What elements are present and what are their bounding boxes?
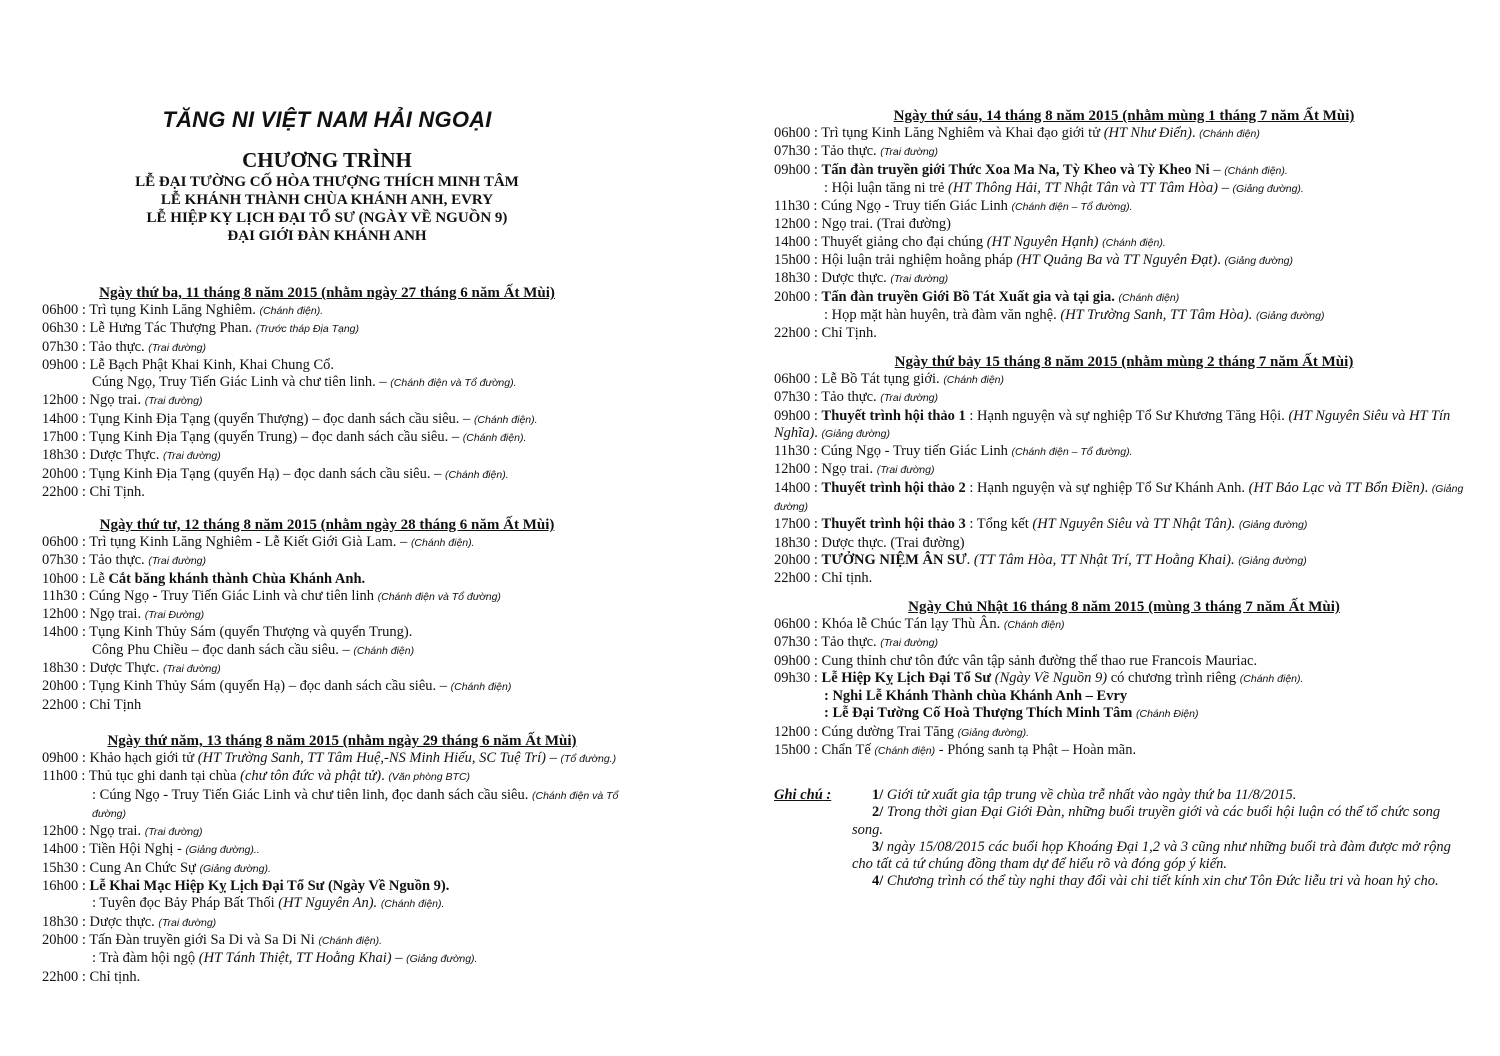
entry-text: Tụng Kinh Địa Tạng (quyển Trung) – đọc danh sách cầu siêu. –	[89, 429, 463, 446]
entry-text: Dược thực. (Trai đường)	[821, 534, 965, 551]
day-schedule-wednesday	[42, 516, 612, 714]
entry-text: Lễ Hiệp Kỵ Lịch Đại Tổ Sư	[821, 669, 992, 686]
notes-section	[774, 787, 1474, 891]
entry-text: Ngọ trai.	[89, 606, 145, 623]
schedule-entry: 12h00 : Cúng dường Trai Tăng (Giảng đường).	[774, 723, 1030, 740]
schedule-entry	[42, 950, 642, 968]
note-number: 4/	[872, 873, 884, 890]
entry-time: 20h00	[42, 931, 79, 948]
day-schedule-saturday	[774, 353, 1474, 588]
schedule-entry: 11h00 : Thủ tục ghi danh tại chùa (chư tôn đức và phật tử). (Văn phòng BTC)	[42, 768, 471, 785]
entry-location: (Giảng đường)	[1224, 255, 1293, 268]
entry-location: (Trai đường)	[148, 341, 207, 354]
entry-location: (Trai đường)	[880, 392, 939, 405]
schedule-entry: 06h00 : Trì tụng Kinh Lăng Nghiêm. (Chánh điện).	[42, 302, 324, 318]
day-header: Ngày thứ năm, 13 tháng 8 năm 2015 (nhằm ngày 29 tháng 6 năm Ất Mùi)	[107, 733, 577, 749]
entry-text: –	[391, 950, 407, 967]
entry-time: 14h00	[42, 841, 79, 858]
entry-text: Cúng Ngọ - Truy tiến Giác Linh	[821, 198, 1012, 215]
notes-label: Ghi chú :	[774, 787, 832, 803]
schedule-entry: 14h00 : Tiền Hội Nghị - (Giảng đường)..	[42, 841, 260, 858]
entry-location: (Chánh điện và Tổ đường).	[390, 377, 517, 390]
entry-location: (Trai đường)	[158, 916, 217, 929]
entry-time: 18h30	[42, 447, 79, 464]
entry-location: (Giảng đường).	[406, 953, 478, 966]
schedule-entry: 07h30 : Tảo thực. (Trai đường)	[774, 389, 939, 406]
entry-text: Cung thỉnh chư tôn đức vân tập sảnh đường thể thao rue Francois Mauriac.	[821, 652, 1258, 669]
entry-text: : Họp mặt hàn huyên, trà đàm văn nghệ.	[824, 306, 1061, 323]
entry-text: Thủ tục ghi danh tại chùa	[88, 768, 241, 785]
entry-location: (Văn phòng BTC)	[388, 771, 471, 784]
entry-text: Dược Thực.	[89, 660, 163, 677]
schedule-entry: 18h30 : Dược Thực. (Trai đường)	[42, 447, 221, 464]
entry-text: : Tuyên đọc Bảy Pháp Bất Thối	[92, 895, 279, 912]
schedule-entry: 16h00 : Lễ Khai Mạc Hiệp Kỵ Lịch Đại Tổ Sư (Ngày Về Nguồn 9).	[42, 878, 450, 895]
entry-location: (Chánh điện – Tổ đường).	[1011, 446, 1133, 459]
entry-time: 14h00	[42, 410, 79, 427]
note-number: 3/	[872, 838, 884, 855]
entry-text: Tảo thực.	[821, 634, 881, 651]
entry-time: 20h00	[42, 678, 79, 695]
entry-text: .	[966, 551, 974, 568]
program-title: CHƯƠNG TRÌNH	[242, 148, 412, 172]
entry-location: (Chánh điện và Tổ đường)	[92, 789, 619, 820]
schedule-entry: 07h30 : Tảo thực. (Trai đường)	[774, 143, 939, 160]
entry-location: (Chánh điện).	[1102, 236, 1166, 249]
entry-text: Tảo thực.	[821, 143, 881, 160]
schedule-entry: 20h00 : Tụng Kinh Địa Tạng (quyển Hạ) – đọc danh sách cầu siêu. – (Chánh điện).	[42, 465, 509, 482]
entry-text: Trì tụng Kinh Lăng Nghiêm.	[89, 302, 260, 318]
entry-location: (Chánh điện).	[380, 898, 445, 911]
entry-time: 14h00	[42, 624, 79, 641]
entry-location: (Trai đường)	[148, 555, 207, 568]
note-number: 2/	[872, 804, 884, 821]
entry-text: –	[1209, 161, 1225, 178]
schedule-entry: 14h00 : Tụng Kinh Thủy Sám (quyển Thượng và quyển Trung).	[42, 624, 413, 641]
entry-time: 12h00	[774, 461, 811, 478]
schedule-entry: 22h00 : Chỉ tịnh.	[42, 968, 141, 985]
schedule-entry: 06h00 : Trì tụng Kinh Lăng Nghiêm và Khai đạo giới tử (HT Như Điển). (Chánh điện)	[774, 125, 1260, 141]
schedule-entry: 22h00 : Chỉ tịnh.	[774, 570, 873, 587]
note-item	[852, 839, 1474, 874]
entry-location: (Giảng đường)	[821, 427, 890, 440]
entry-time: 07h30	[42, 552, 79, 569]
entry-time: 18h30	[774, 534, 811, 551]
schedule-entry: 12h00 : Ngọ trai. (Trai đường)	[774, 216, 951, 233]
entry-text: Tụng Kinh Địa Tạng (quyển Hạ) – đọc danh sách cầu siêu. –	[89, 465, 445, 482]
entry-text: Tảo thực.	[821, 389, 881, 406]
entry-time: 09h00	[774, 161, 811, 178]
entry-text: .	[1424, 479, 1432, 496]
entry-text: : Hạnh nguyện và sự nghiệp Tổ Sư Khánh Anh.	[965, 479, 1249, 496]
entry-location: (Chánh điện).	[473, 413, 538, 426]
entry-time: 14h00	[774, 479, 811, 496]
schedule-entry: 17h00 : Tụng Kinh Địa Tạng (quyển Trung) – đọc danh sách cầu siêu. – (Chánh điện).	[42, 429, 527, 446]
entry-location: (Chánh Điện)	[1136, 708, 1199, 721]
entry-location: (Trai đường)	[890, 273, 949, 286]
entry-text: (HT Như Điển)	[1103, 125, 1192, 141]
entry-time: 12h00	[774, 723, 811, 740]
note-number: 1/	[872, 787, 884, 803]
schedule-entry: 09h00 : Lễ Bạch Phật Khai Kinh, Khai Chung Cổ.	[42, 356, 334, 373]
entry-text: Trì tụng Kinh Lăng Nghiêm và Khai đạo giới tử	[821, 125, 1104, 141]
entry-text: (HT Nguyên Siêu và HT Tín Nghĩa)	[774, 407, 1451, 441]
schedule-entry: 12h00 : Ngọ trai. (Trai Đường)	[42, 606, 205, 623]
entry-time: 06h00	[774, 125, 811, 141]
schedule-entry	[774, 688, 1474, 705]
schedule-entry: 22h00 : Chỉ Tịnh.	[774, 325, 877, 342]
schedule-entry: 12h00 : Ngọ trai. (Trai đường)	[42, 392, 203, 409]
entry-time: 06h30	[42, 320, 79, 337]
entry-text: Tiền Hội Nghị -	[89, 841, 186, 858]
entry-location: (Giảng đường).	[1232, 182, 1304, 195]
entry-text: Ngọ trai. (Trai đường)	[821, 216, 951, 233]
entry-time: 06h00	[42, 302, 79, 318]
schedule-entry: 20h00 : Tấn Đàn truyền giới Sa Di và Sa Di Ni (Chánh điện).	[42, 931, 383, 948]
entry-time: 20h00	[774, 288, 811, 305]
entry-text: Chỉ Tịnh	[89, 696, 142, 713]
entry-text: Cúng Ngọ - Truy tiến Giác Linh	[821, 443, 1012, 460]
entry-location: (Trai Đường)	[144, 609, 205, 622]
entry-location: (Giảng đường).	[199, 862, 271, 875]
schedule-entry: 20h00 : Tụng Kinh Thủy Sám (quyển Hạ) – đọc danh sách cầu siêu. – (Chánh điện)	[42, 678, 512, 695]
entry-time: 09h30	[774, 669, 811, 686]
schedule-entry: 12h00 : Ngọ trai. (Trai đường)	[42, 823, 203, 840]
entry-text: (chư tôn đức và phật tử)	[240, 768, 382, 785]
entry-text: Tảo thực.	[89, 552, 149, 569]
entry-time: 09h00	[42, 750, 79, 766]
entry-text: .	[381, 768, 389, 785]
entry-text: Khóa lễ Chúc Tán lạy Thù Ân.	[821, 616, 1004, 632]
entry-text: Chỉ tịnh.	[821, 570, 873, 587]
entry-text: Lễ	[89, 570, 109, 587]
schedule-entry: 09h00 : Khảo hạch giới tử (HT Trường Sanh, TT Tâm Huệ,-NS Minh Hiếu, SC Tuệ Trí) – (Tổ đường.)	[42, 750, 617, 766]
entry-time: 09h00	[774, 652, 811, 669]
entry-time: 10h00	[42, 570, 79, 587]
entry-time: 18h30	[42, 660, 79, 677]
day-schedule-sunday	[774, 598, 1474, 760]
entry-location: (Chánh điện)	[874, 745, 936, 758]
entry-text: : Hội luận tăng ni trẻ	[824, 179, 949, 196]
entry-time: 22h00	[774, 325, 811, 342]
entry-location: (Chánh điện – Tổ đường).	[1011, 201, 1133, 214]
schedule-entry: 06h30 : Lễ Hưng Tác Thượng Phan. (Trước tháp Địa Tạng)	[42, 320, 360, 337]
schedule-entry: 09h00 : Thuyết trình hội thảo 1 : Hạnh nguyện và sự nghiệp Tổ Sư Khương Tăng Hội. (HT Nguyên Siêu và HT Tín Nghĩa). (Giảng đường)	[774, 407, 1451, 441]
entry-time: 06h00	[42, 534, 79, 550]
entry-time: 06h00	[774, 616, 811, 632]
entry-time: 17h00	[774, 516, 811, 533]
entry-text: .	[1217, 252, 1225, 269]
schedule-entry: 07h30 : Tảo thực. (Trai đường)	[42, 552, 207, 569]
entry-location: (Chánh điện).	[318, 934, 383, 947]
entry-text: : Tổng kết	[965, 516, 1033, 533]
entry-location: (Chánh điện).	[410, 537, 475, 549]
schedule-entry	[774, 307, 1474, 325]
entry-text: Thuyết trình hội thảo 3	[821, 516, 966, 533]
entry-text: Lễ Bạch Phật Khai Kinh, Khai Chung Cổ.	[89, 356, 334, 373]
entry-location: (Chánh điện)	[1003, 619, 1065, 631]
entry-location: (Trai đường)	[144, 826, 203, 839]
schedule-entry: 06h00 : Khóa lễ Chúc Tán lạy Thù Ân. (Chánh điện)	[774, 616, 1065, 632]
entry-location: (Giảng đường).	[957, 726, 1030, 739]
entry-location: (Trai đường)	[162, 663, 221, 676]
entry-time: 09h00	[774, 407, 811, 424]
day-schedule-friday	[774, 107, 1474, 343]
day-header: Ngày thứ sáu, 14 tháng 8 năm 2015 (nhằm mùng 1 tháng 7 năm Ất Mùi)	[893, 108, 1355, 124]
entry-text: Chẩn Tế	[821, 742, 875, 759]
entry-time: 15h00	[774, 252, 811, 269]
entry-time: 18h30	[42, 913, 79, 930]
schedule-entry	[42, 642, 612, 660]
entry-time: 12h00	[42, 606, 79, 623]
entry-text: .	[1191, 125, 1200, 141]
entry-text: (Ngày Về Nguồn 9)	[994, 669, 1108, 686]
schedule-entry: 15h30 : Cung An Chức Sự (Giảng đường).	[42, 859, 271, 876]
entry-text: Cúng Ngọ - Truy Tiến Giác Linh và chư tiên linh	[89, 587, 378, 604]
schedule-entry: 14h00 : Thuyết trình hội thảo 2 : Hạnh nguyện và sự nghiệp Tổ Sư Khánh Anh. (HT Bảo Lạc và TT Bổn Điền). (Giảng đường)	[774, 479, 1464, 514]
entry-text: Cúng Ngọ, Truy Tiến Giác Linh và chư tiên linh. –	[92, 374, 391, 391]
entry-text: : Cúng Ngọ - Truy Tiến Giác Linh và chư tiên linh, đọc danh sách cầu siêu.	[92, 786, 532, 803]
entry-text: –	[545, 750, 561, 766]
entry-text: Cúng dường Trai Tăng	[821, 723, 958, 740]
entry-time: 17h00	[42, 429, 79, 446]
entry-location: (Chánh điện)	[943, 374, 1005, 386]
event-title-line: LỄ HIỆP KỴ LỊCH ĐẠI TỔ SƯ (NGÀY VỀ NGUỒN 9)	[146, 210, 508, 226]
entry-text: Thuyết trình hội thảo 2	[821, 479, 966, 496]
entry-text: Lễ Hưng Tác Thượng Phan.	[89, 320, 256, 337]
entry-location: (Giảng đường)	[1238, 519, 1308, 532]
schedule-entry	[42, 895, 642, 913]
entry-time: 16h00	[42, 878, 79, 895]
note-item	[852, 873, 1474, 890]
entry-time: 14h00	[774, 233, 811, 250]
event-title-line: LỄ KHÁNH THÀNH CHÙA KHÁNH ANH, EVRY	[160, 192, 494, 208]
entry-location: (Trai đường)	[880, 637, 939, 650]
entry-location: (Giảng đường)	[774, 482, 1464, 514]
schedule-entry: 09h00 : Cung thỉnh chư tôn đức vân tập sảnh đường thể thao rue Francois Mauriac.	[774, 652, 1258, 669]
event-titles	[42, 173, 612, 245]
entry-text: Trì tụng Kinh Lăng Nghiêm - Lễ Kiết Giới Già Lam. –	[89, 534, 411, 550]
entry-location: (Chánh điện và Tổ đường)	[377, 590, 501, 603]
entry-text: (HT Nguyên An).	[278, 895, 378, 912]
entry-text: Cắt băng khánh thành Chùa Khánh Anh.	[108, 570, 366, 587]
entry-text: (HT Bảo Lạc và TT Bổn Điền)	[1248, 479, 1425, 496]
entry-text: Hội luận trải nghiệm hoằng pháp	[821, 252, 1017, 269]
schedule-entry: 11h30 : Cúng Ngọ - Truy tiến Giác Linh (Chánh điện – Tổ đường).	[774, 443, 1133, 460]
schedule-entry	[774, 705, 1474, 723]
entry-time: 11h30	[774, 198, 810, 215]
entry-location: (Chánh điện)	[450, 681, 512, 694]
entry-location: (Chánh điện).	[444, 468, 509, 481]
entry-text: (HT Thông Hải, TT Nhật Tân và TT Tâm Hòa)	[948, 179, 1218, 196]
entry-text: : Hạnh nguyện và sự nghiệp Tổ Sư Khương Tăng Hội.	[965, 407, 1289, 424]
schedule-entry: 20h00 : Tấn đàn truyền Giới Bồ Tát Xuất gia và tại gia. (Chánh điện)	[774, 288, 1180, 305]
entry-text: Tụng Kinh Địa Tạng (quyển Thượng) – đọc danh sách cầu siêu. –	[89, 410, 474, 427]
event-title-line: ĐẠI GIỚI ĐÀN KHÁNH ANH	[227, 228, 427, 244]
day-schedule-thursday	[42, 732, 642, 986]
entry-text: Ngọ trai.	[89, 823, 145, 840]
entry-text: : Lễ Đại Tường Cố Hoà Thượng Thích Minh Tâm	[824, 705, 1133, 722]
note-text: Trong thời gian Đại Giới Đàn, những buổi truyền giới và các buổi hội luận có thể tổ chức song song.	[852, 804, 1441, 838]
schedule-entry: 10h00 : Lễ Cắt băng khánh thành Chùa Khánh Anh.	[42, 570, 366, 587]
entry-text: (HT Nguyên Siêu và TT Nhật Tân).	[1032, 516, 1236, 533]
entry-text: (HT Trường Sanh, TT Tâm Huệ,-NS Minh Hiếu, SC Tuệ Trí)	[197, 750, 546, 766]
day-header: Ngày Chủ Nhật 16 tháng 8 năm 2015 (mùng 3 tháng 7 năm Ất Mùi)	[908, 599, 1340, 615]
schedule-entry: 12h00 : Ngọ trai. (Trai đường)	[774, 461, 935, 478]
entry-text: Khảo hạch giới tử	[89, 750, 198, 766]
entry-text: Tấn đàn truyền Giới Bồ Tát Xuất gia và tại gia.	[821, 288, 1115, 305]
entry-time: 11h00	[42, 768, 78, 785]
entry-text: Chỉ Tịnh.	[89, 483, 145, 500]
entry-text: .	[814, 424, 822, 441]
entry-text: (HT Tánh Thiệt, TT Hoằng Khai)	[198, 950, 392, 967]
entry-text: Cung An Chức Sự	[89, 859, 200, 876]
org-title: TĂNG NI VIỆT NAM HẢI NGOẠI	[162, 107, 492, 132]
schedule-entry: 11h30 : Cúng Ngọ - Truy Tiến Giác Linh và chư tiên linh (Chánh điện và Tổ đường)	[42, 587, 501, 604]
entry-text: Lễ Bồ Tát tụng giới.	[821, 371, 944, 387]
day-header: Ngày thứ tư, 12 tháng 8 năm 2015 (nhằm ngày 28 tháng 6 năm Ất Mùi)	[99, 517, 555, 533]
note-text: Chương trình có thể tùy nghi thay đổi vài chi tiết kính xin chư Tôn Đức liễu tri và hoan hỷ cho.	[886, 873, 1439, 890]
schedule-entry: 17h00 : Thuyết trình hội thảo 3 : Tổng kết (HT Nguyên Siêu và TT Nhật Tân). (Giảng đường)	[774, 516, 1308, 533]
entry-location: (Tổ đường.)	[560, 753, 617, 765]
entry-time: 09h00	[42, 356, 79, 373]
note-text: ngày 15/08/2015 các buổi họp Khoáng Đại 1,2 và 3 cũng như những buổi trà đàm được mở rộng cho tất cả tứ chúng đồng tham dự để hiểu rõ và đóng góp ý kiến.	[852, 838, 1451, 873]
entry-location: (Trước tháp Địa Tạng)	[255, 323, 360, 336]
schedule-entry: 09h30 : Lễ Hiệp Kỵ Lịch Đại Tổ Sư (Ngày Về Nguồn 9) có chương trình riêng (Chánh điện).	[774, 669, 1304, 686]
entry-time: 12h00	[42, 823, 79, 840]
entry-text: Lễ Khai Mạc Hiệp Kỵ Lịch Đại Tổ Sư (Ngày Về Nguồn 9).	[89, 878, 450, 895]
entry-text: Dược Thực.	[89, 447, 163, 464]
entry-text: Chỉ Tịnh.	[821, 325, 877, 342]
entry-text: (HT Nguyên Hạnh)	[986, 233, 1099, 250]
entry-location: (Chánh điện)	[353, 644, 415, 657]
entry-time: 15h00	[774, 742, 811, 759]
entry-text: Tảo thực.	[89, 338, 149, 355]
entry-text: Thuyết giảng cho đại chúng	[821, 233, 987, 250]
schedule-entry: 07h30 : Tảo thực. (Trai đường)	[774, 634, 939, 651]
schedule-entry: 14h00 : Thuyết giảng cho đại chúng (HT Nguyên Hạnh) (Chánh điện).	[774, 233, 1166, 250]
entry-text: Công Phu Chiều – đọc danh sách cầu siêu. –	[92, 641, 354, 658]
entry-time: 12h00	[42, 392, 79, 409]
entry-text: : Trà đàm hội ngộ	[92, 950, 199, 967]
note-item	[852, 787, 1474, 804]
schedule-entry: 18h30 : Dược thực. (Trai đường)	[774, 270, 949, 287]
schedule-entry	[42, 787, 642, 824]
entry-time: 22h00	[42, 696, 79, 713]
entry-location: (Chánh điện).	[462, 432, 527, 445]
schedule-entry: 06h00 : Trì tụng Kinh Lăng Nghiêm - Lễ Kiết Giới Già Lam. – (Chánh điện).	[42, 534, 475, 550]
day-schedule-tuesday	[42, 284, 612, 501]
entry-location: (Chánh điện).	[1224, 164, 1288, 177]
schedule-entry: 22h00 : Chỉ Tịnh.	[42, 483, 145, 500]
entry-time: 15h30	[42, 859, 79, 876]
entry-text: Thuyết trình hội thảo 1	[821, 407, 966, 424]
entry-text: Ngọ trai.	[89, 392, 145, 409]
schedule-entry: 09h00 : Tấn đàn truyền giới Thức Xoa Ma Na, Tỳ Kheo và Tỳ Kheo Ni – (Chánh điện).	[774, 161, 1288, 178]
entry-time: 20h00	[42, 465, 79, 482]
entry-text: Ngọ trai.	[821, 461, 877, 478]
entry-time: 07h30	[774, 634, 811, 651]
entry-text: Tụng Kinh Thủy Sám (quyển Thượng và quyển Trung).	[89, 624, 413, 641]
schedule-entry: 20h00 : TƯỞNG NIỆM ÂN SƯ. (TT Tâm Hòa, TT Nhật Trí, TT Hoằng Khai). (Giảng đường)	[774, 551, 1307, 568]
entry-location: (Giảng đường)	[1255, 309, 1325, 322]
entry-text: TƯỞNG NIỆM ÂN SƯ	[821, 551, 967, 568]
event-title-line: LỄ ĐẠI TƯỜNG CỐ HÒA THƯỢNG THÍCH MINH TÂM	[135, 174, 519, 190]
entry-text: Tấn Đàn truyền giới Sa Di và Sa Di Ni	[89, 931, 319, 948]
entry-location: (Giảng đường)..	[185, 844, 260, 857]
schedule-entry: 15h00 : Chẩn Tế (Chánh điện) - Phóng sanh tạ Phật – Hoàn mãn.	[774, 742, 1137, 759]
entry-text: Chỉ tịnh.	[89, 968, 141, 985]
entry-time: 12h00	[774, 216, 811, 233]
entry-text: - Phóng sanh tạ Phật – Hoàn mãn.	[935, 742, 1137, 759]
day-header: Ngày thứ bảy 15 tháng 8 năm 2015 (nhằm mùng 2 tháng 7 năm Ất Mùi)	[894, 354, 1354, 370]
entry-location: (Giảng đường)	[1238, 554, 1307, 567]
note-text: Giới tử xuất gia tập trung về chùa trễ nhất vào ngày thứ ba 11/8/2015.	[886, 787, 1297, 803]
schedule-entry: 18h30 : Dược Thực. (Trai đường)	[42, 660, 221, 677]
entry-location: (Trai đường)	[876, 464, 935, 477]
entry-location: (Chánh điện)	[1118, 291, 1180, 304]
entry-location: (Trai đường)	[162, 450, 221, 463]
entry-time: 07h30	[774, 143, 811, 160]
schedule-entry: 14h00 : Tụng Kinh Địa Tạng (quyển Thượng) – đọc danh sách cầu siêu. – (Chánh điện).	[42, 410, 538, 427]
entry-location: (Trai đường)	[880, 146, 939, 159]
entry-text: (HT Trường Sanh, TT Tâm Hòa).	[1060, 306, 1253, 323]
entry-time: 22h00	[42, 968, 79, 985]
schedule-entry: 22h00 : Chỉ Tịnh	[42, 696, 142, 713]
note-item	[852, 804, 1474, 839]
entry-text: –	[1217, 179, 1233, 196]
entry-time: 11h30	[42, 587, 78, 604]
entry-text: : Nghi Lễ Khánh Thành chùa Khánh Anh – Evry	[824, 688, 1128, 705]
entry-text: Dược thực.	[821, 270, 891, 287]
entry-time: 06h00	[774, 371, 811, 387]
entry-text: Dược thực.	[89, 913, 159, 930]
entry-location: (Trai đường)	[144, 395, 203, 408]
entry-time: 20h00	[774, 551, 811, 568]
entry-time: 22h00	[42, 483, 79, 500]
entry-time: 22h00	[774, 570, 811, 587]
entry-text: (HT Quảng Ba và TT Nguyên Đạt)	[1016, 252, 1218, 269]
entry-time: 07h30	[774, 389, 811, 406]
entry-text: có chương trình riêng	[1107, 669, 1240, 686]
entry-location: (Chánh điện)	[1199, 128, 1260, 140]
entry-time: 18h30	[774, 270, 811, 287]
entry-time: 11h30	[774, 443, 810, 460]
entry-location: (Chánh điện).	[1239, 672, 1304, 685]
entry-text: (TT Tâm Hòa, TT Nhật Trí, TT Hoằng Khai).	[973, 551, 1235, 568]
entry-text: Tụng Kinh Thủy Sám (quyển Hạ) – đọc danh sách cầu siêu. –	[89, 678, 451, 695]
schedule-entry: 15h00 : Hội luận trải nghiệm hoằng pháp (HT Quảng Ba và TT Nguyên Đạt). (Giảng đường)	[774, 252, 1293, 269]
entry-time: 07h30	[42, 338, 79, 355]
entry-location: (Chánh điện).	[259, 305, 324, 317]
schedule-entry	[774, 180, 1474, 198]
schedule-entry	[42, 374, 612, 392]
schedule-entry: 11h30 : Cúng Ngọ - Truy tiến Giác Linh (Chánh điện – Tổ đường).	[774, 198, 1133, 215]
schedule-entry: 18h30 : Dược thực. (Trai đường)	[774, 534, 965, 551]
schedule-entry: 18h30 : Dược thực. (Trai đường)	[42, 913, 217, 930]
schedule-entry: 06h00 : Lễ Bồ Tát tụng giới. (Chánh điện)	[774, 371, 1005, 387]
schedule-entry: 07h30 : Tảo thực. (Trai đường)	[42, 338, 207, 355]
entry-text: Tấn đàn truyền giới Thức Xoa Ma Na, Tỳ Kheo và Tỳ Kheo Ni	[821, 161, 1210, 178]
day-header: Ngày thứ ba, 11 tháng 8 năm 2015 (nhằm ngày 27 tháng 6 năm Ất Mùi)	[99, 285, 555, 301]
